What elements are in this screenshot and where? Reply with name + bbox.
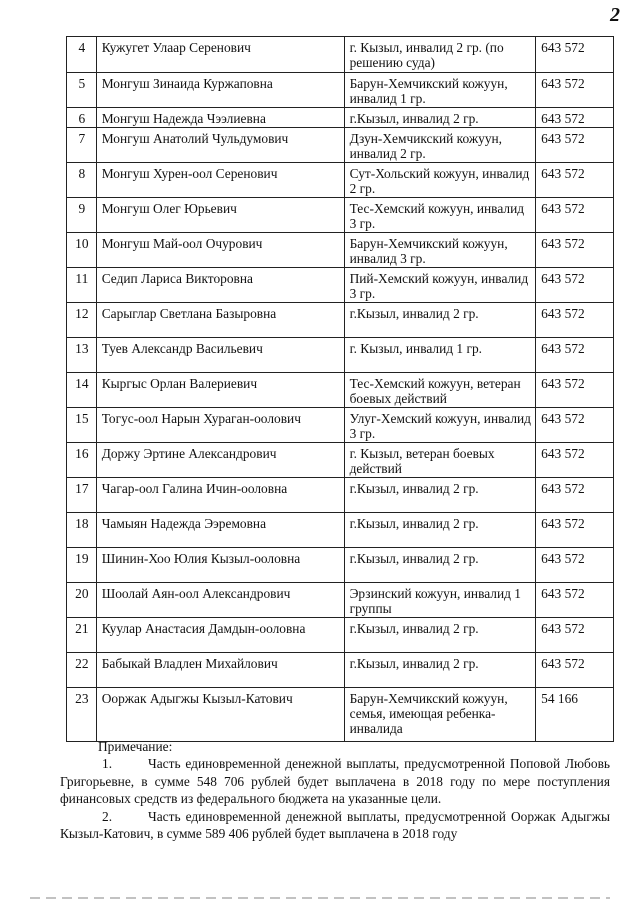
- row-number: 13: [67, 338, 97, 373]
- person-name: Туев Александр Васильевич: [96, 338, 344, 373]
- table-body: [67, 37, 614, 742]
- notes-section: [60, 738, 610, 842]
- table-row: [67, 478, 614, 513]
- table-row: [67, 688, 614, 742]
- note-item: [60, 808, 610, 843]
- amount-cell: 643 572: [536, 73, 614, 108]
- category-cell: Эрзинский кожуун, инвалид 1 группы: [344, 583, 536, 618]
- amount-cell: 643 572: [536, 618, 614, 653]
- row-number: 10: [67, 233, 97, 268]
- amount-cell: 643 572: [536, 108, 614, 128]
- person-name: Бабыкай Владлен Михайлович: [96, 653, 344, 688]
- table-row: [67, 443, 614, 478]
- row-number: 17: [67, 478, 97, 513]
- amount-cell: 643 572: [536, 198, 614, 233]
- category-cell: г.Кызыл, инвалид 2 гр.: [344, 653, 536, 688]
- amount-cell: 643 572: [536, 373, 614, 408]
- table-row: [67, 303, 614, 338]
- amount-cell: 643 572: [536, 37, 614, 73]
- amount-cell: 643 572: [536, 128, 614, 163]
- table-row: [67, 73, 614, 108]
- category-cell: Барун-Хемчикский кожуун, инвалид 3 гр.: [344, 233, 536, 268]
- row-number: 9: [67, 198, 97, 233]
- person-name: Куулар Анастасия Дамдын-ооловна: [96, 618, 344, 653]
- table-row: [67, 373, 614, 408]
- person-name: Монгуш Май-оол Очурович: [96, 233, 344, 268]
- row-number: 14: [67, 373, 97, 408]
- person-name: Шоолай Аян-оол Александрович: [96, 583, 344, 618]
- category-cell: г.Кызыл, инвалид 2 гр.: [344, 513, 536, 548]
- table-row: [67, 548, 614, 583]
- note-text: Часть единовременной денежной выплаты, предусмотренной Ооржак Адыгжы Кызыл-Катович, в сумме 589 406 рублей будет выплачена в 2018 году: [60, 808, 610, 842]
- amount-cell: 643 572: [536, 233, 614, 268]
- amount-cell: 643 572: [536, 653, 614, 688]
- category-cell: Барун-Хемчикский кожуун, инвалид 1 гр.: [344, 73, 536, 108]
- table-row: [67, 128, 614, 163]
- category-cell: Сут-Хольский кожуун, инвалид 2 гр.: [344, 163, 536, 198]
- person-name: Шинин-Хоо Юлия Кызыл-ооловна: [96, 548, 344, 583]
- table-row: [67, 618, 614, 653]
- amount-cell: 643 572: [536, 478, 614, 513]
- note-number: 2.: [102, 808, 113, 824]
- person-name: Седип Лариса Викторовна: [96, 268, 344, 303]
- person-name: Монгуш Анатолий Чульдумович: [96, 128, 344, 163]
- row-number: 6: [67, 108, 97, 128]
- note-number: 1.: [102, 756, 113, 772]
- category-cell: Тес-Хемский кожуун, ветеран боевых действий: [344, 373, 536, 408]
- payments-table: [66, 36, 614, 742]
- table-row: [67, 338, 614, 373]
- category-cell: г. Кызыл, инвалид 1 гр.: [344, 338, 536, 373]
- row-number: 20: [67, 583, 97, 618]
- table-row: [67, 37, 614, 73]
- person-name: Чагар-оол Галина Ичин-ооловна: [96, 478, 344, 513]
- row-number: 22: [67, 653, 97, 688]
- table-row: [67, 163, 614, 198]
- category-cell: г. Кызыл, ветеран боевых действий: [344, 443, 536, 478]
- row-number: 16: [67, 443, 97, 478]
- category-cell: Улуг-Хемский кожуун, инвалид 3 гр.: [344, 408, 536, 443]
- row-number: 7: [67, 128, 97, 163]
- row-number: 11: [67, 268, 97, 303]
- category-cell: г.Кызыл, инвалид 2 гр.: [344, 303, 536, 338]
- person-name: Сарыглар Светлана Базыровна: [96, 303, 344, 338]
- table-row: [67, 108, 614, 128]
- person-name: Монгуш Олег Юрьевич: [96, 198, 344, 233]
- person-name: Кыргыс Орлан Валериевич: [96, 373, 344, 408]
- row-number: 4: [67, 37, 97, 73]
- row-number: 23: [67, 688, 97, 742]
- table-row: [67, 268, 614, 303]
- table-row: [67, 583, 614, 618]
- table-row: [67, 408, 614, 443]
- row-number: 12: [67, 303, 97, 338]
- person-name: Ооржак Адыгжы Кызыл-Катович: [96, 688, 344, 742]
- person-name: Кужугет Улаар Серенович: [96, 37, 344, 73]
- category-cell: г. Кызыл, инвалид 2 гр. (по решению суда): [344, 37, 536, 73]
- amount-cell: 643 572: [536, 583, 614, 618]
- category-cell: г.Кызыл, инвалид 2 гр.: [344, 108, 536, 128]
- row-number: 8: [67, 163, 97, 198]
- person-name: Чамыян Надежда Ээремовна: [96, 513, 344, 548]
- row-number: 21: [67, 618, 97, 653]
- table-row: [67, 653, 614, 688]
- amount-cell: 643 572: [536, 163, 614, 198]
- amount-cell: 643 572: [536, 303, 614, 338]
- category-cell: Барун-Хемчикский кожуун, семья, имеющая ребенка-инвалида: [344, 688, 536, 742]
- category-cell: г.Кызыл, инвалид 2 гр.: [344, 548, 536, 583]
- row-number: 15: [67, 408, 97, 443]
- note-text: Часть единовременной денежной выплаты, предусмотренной Поповой Любовь Григорьевне, в сумме 548 706 рублей будет выплачена в 2018 году по мере поступления финансовых средств из федерального бюджета на указанные цели.: [60, 756, 610, 807]
- page-number: 2: [610, 4, 620, 26]
- amount-cell: 643 572: [536, 338, 614, 373]
- table-row: [67, 513, 614, 548]
- row-number: 19: [67, 548, 97, 583]
- category-cell: г.Кызыл, инвалид 2 гр.: [344, 618, 536, 653]
- person-name: Тогус-оол Нарын Хураган-оолович: [96, 408, 344, 443]
- category-cell: г.Кызыл, инвалид 2 гр.: [344, 478, 536, 513]
- note-item: [60, 755, 610, 807]
- category-cell: Тес-Хемский кожуун, инвалид 3 гр.: [344, 198, 536, 233]
- table-row: [67, 233, 614, 268]
- row-number: 18: [67, 513, 97, 548]
- person-name: Доржу Эртине Александрович: [96, 443, 344, 478]
- amount-cell: 643 572: [536, 513, 614, 548]
- amount-cell: 643 572: [536, 443, 614, 478]
- table-row: [67, 198, 614, 233]
- category-cell: Дзун-Хемчикский кожуун, инвалид 2 гр.: [344, 128, 536, 163]
- amount-cell: 54 166: [536, 688, 614, 742]
- person-name: Монгуш Хурен-оол Серенович: [96, 163, 344, 198]
- scan-artifact-line: [30, 897, 610, 899]
- row-number: 5: [67, 73, 97, 108]
- person-name: Монгуш Зинаида Куржаповна: [96, 73, 344, 108]
- amount-cell: 643 572: [536, 408, 614, 443]
- notes-heading: Примечание:: [98, 739, 173, 754]
- amount-cell: 643 572: [536, 268, 614, 303]
- category-cell: Пий-Хемский кожуун, инвалид 3 гр.: [344, 268, 536, 303]
- person-name: Монгуш Надежда Чээлиевна: [96, 108, 344, 128]
- amount-cell: 643 572: [536, 548, 614, 583]
